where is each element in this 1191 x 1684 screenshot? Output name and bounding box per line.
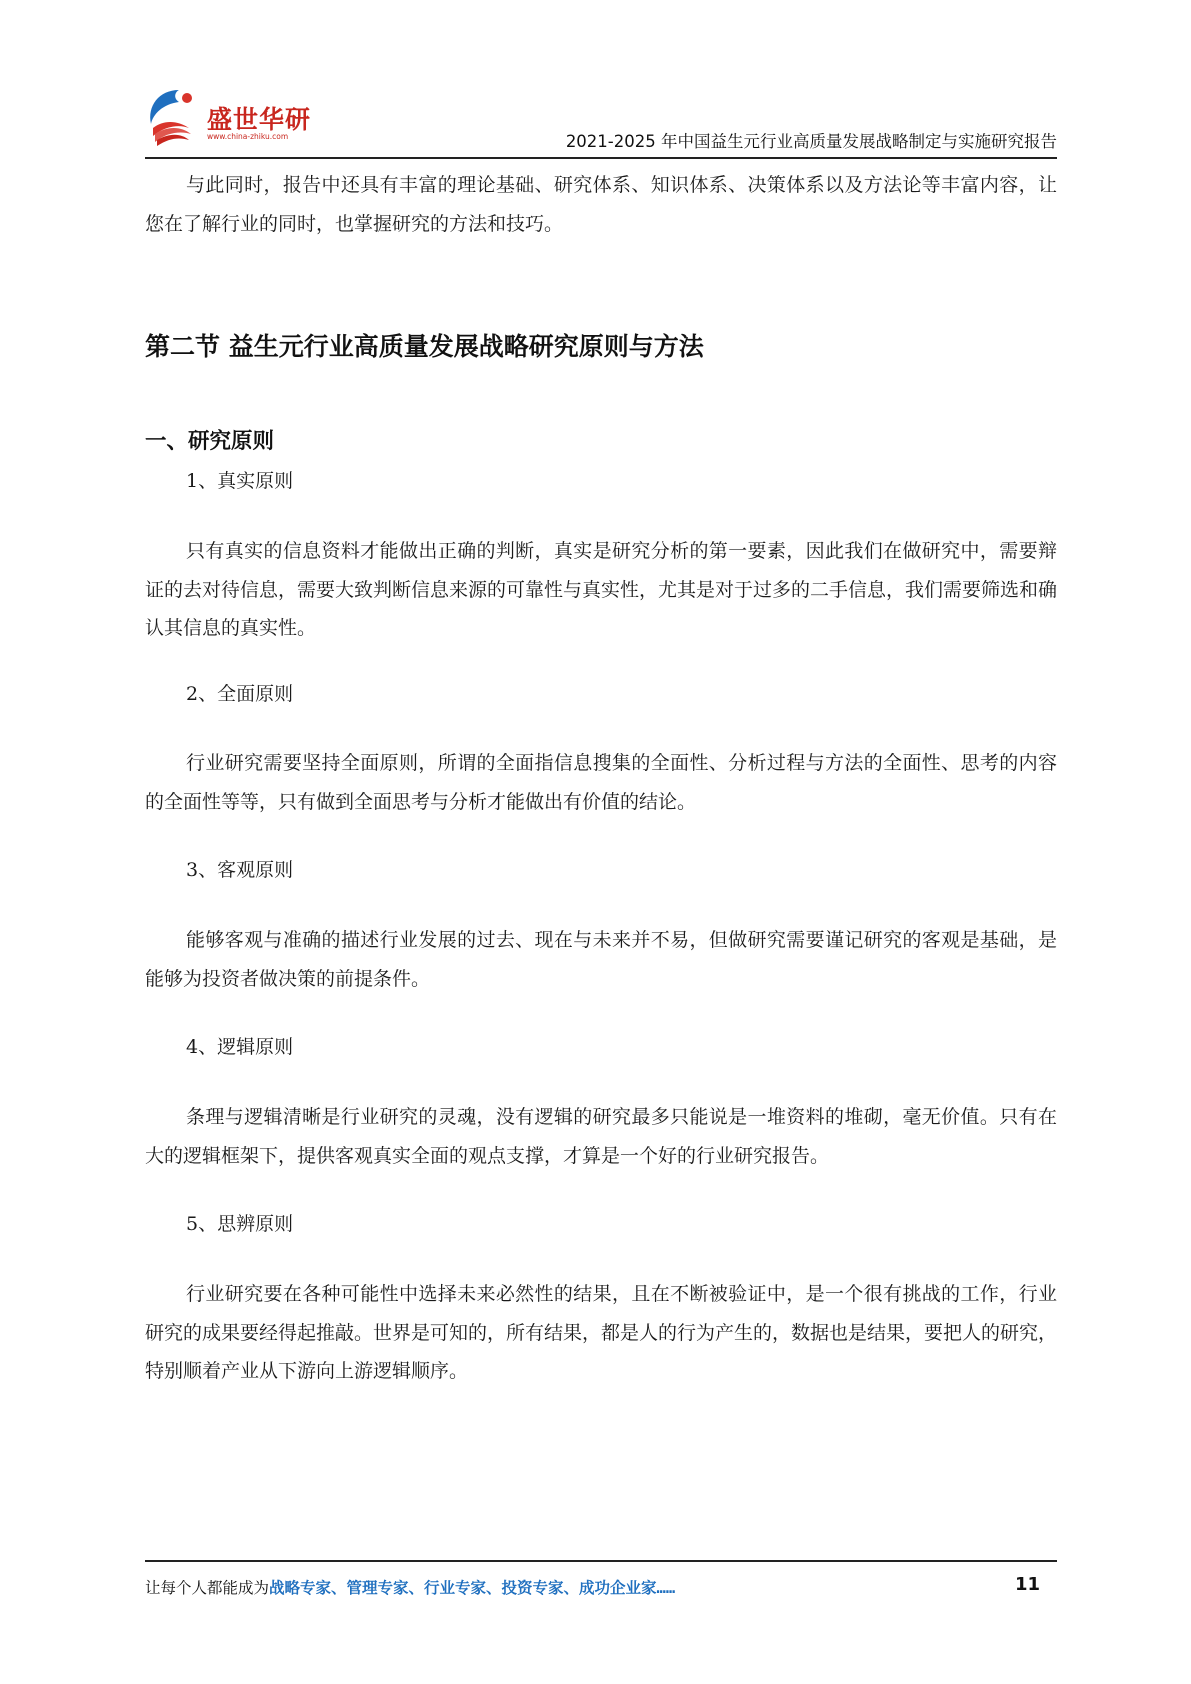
principle-5-body [145, 1275, 1057, 1391]
page-number: 11 [1014, 1574, 1040, 1595]
principle-1-body [145, 532, 1057, 648]
principle-heading: 3、客观原则 [186, 859, 294, 881]
principle-4 [145, 1028, 1057, 1067]
principle-text: 行业研究需要坚持全面原则，所谓的全面指信息搜集的全面性、分析过程与方法的全面性、思考的内容的全面性等等，只有做到全面思考与分析才能做出有价值的结论。 [145, 752, 1057, 813]
page-header [145, 78, 1057, 158]
logo-swoosh-icon [145, 84, 209, 148]
section-title: 第二节 益生元行业高质量发展战略研究原则与方法 [145, 332, 704, 361]
principle-heading: 2、全面原则 [186, 683, 294, 705]
principle-heading: 1、真实原则 [186, 470, 294, 492]
intro-block [145, 166, 1057, 243]
footer-divider [145, 1560, 1057, 1562]
principle-2 [145, 675, 1057, 714]
report-title: 2021-2025 年中国益生元行业高质量发展战略制定与实施研究报告 [565, 132, 1057, 151]
principle-2-body [145, 744, 1057, 821]
principle-text: 条理与逻辑清晰是行业研究的灵魂，没有逻辑的研究最多只能说是一堆资料的堆砌，毫无价值。只有在大的逻辑框架下，提供客观真实全面的观点支撑，才算是一个好的行业研究报告。 [145, 1106, 1057, 1167]
footer-slogan [145, 1576, 675, 1598]
brand-logo [145, 78, 315, 150]
principle-heading: 5、思辨原则 [186, 1213, 294, 1235]
subsection-title: 一、研究原则 [145, 429, 275, 454]
principle-text: 只有真实的信息资料才能做出正确的判断，真实是研究分析的第一要素，因此我们在做研究中，需要辩证的去对待信息，需要大致判断信息来源的可靠性与真实性，尤其是对于过多的二手信息，我们需要筛选和确认其信息的真实性。 [145, 540, 1058, 639]
principle-1 [145, 462, 1057, 501]
brand-url: www.china-zhiku.com [207, 132, 289, 141]
principle-5 [145, 1205, 1057, 1244]
brand-name: 盛世华研 [207, 105, 312, 134]
principle-heading: 4、逻辑原则 [186, 1036, 294, 1058]
principle-text: 行业研究要在各种可能性中选择未来必然性的结果，且在不断被验证中，是一个很有挑战的工作，行业研究的成果要经得起推敲。世界是可知的，所有结果，都是人的行为产生的，数据也是结果，要把人的研究，特别顺着产业从下游向上游逻辑顺序。 [145, 1283, 1058, 1382]
principle-4-body [145, 1098, 1057, 1175]
slogan-highlight: 战略专家、管理专家、行业专家、投资专家、成功企业家…… [269, 1579, 676, 1597]
header-divider [145, 157, 1057, 159]
slogan-prefix: 让每个人都能成为 [145, 1579, 270, 1597]
principle-3-body [145, 921, 1057, 998]
intro-paragraph: 与此同时，报告中还具有丰富的理论基础、研究体系、知识体系、决策体系以及方法论等丰富内容，让您在了解行业的同时，也掌握研究的方法和技巧。 [145, 174, 1057, 235]
principle-text: 能够客观与准确的描述行业发展的过去、现在与未来并不易，但做研究需要谨记研究的客观是基础，是能够为投资者做决策的前提条件。 [145, 929, 1057, 990]
principle-3 [145, 851, 1057, 890]
